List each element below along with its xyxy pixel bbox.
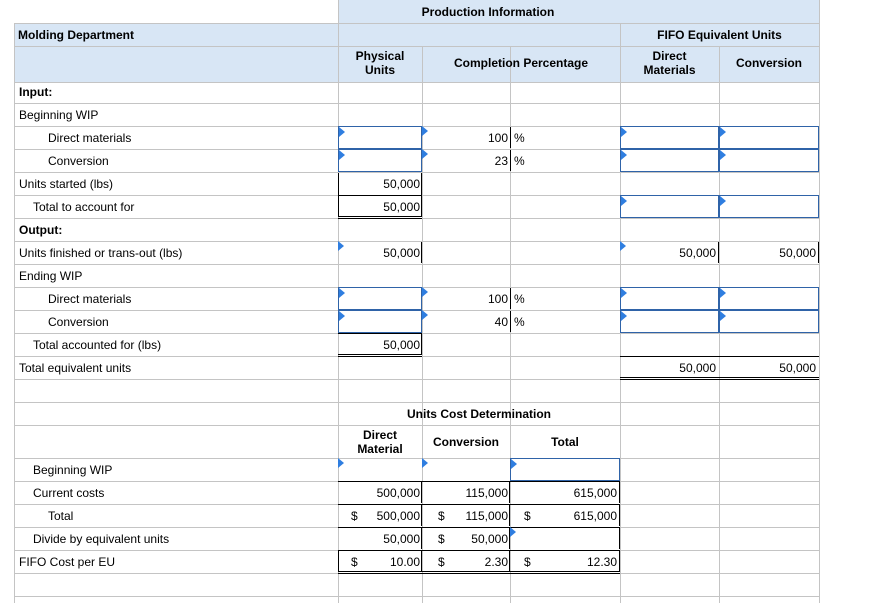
input-label: Input:: [19, 85, 53, 99]
bwip-conv-eu-dm-input[interactable]: [620, 149, 719, 172]
cc-total-value: 615,000: [573, 486, 617, 500]
ewip-conv-pct-value: 40: [494, 315, 508, 329]
div-conv-value: 50,000: [471, 532, 508, 546]
department-title: Molding Department: [18, 28, 134, 42]
div-dm-value: 50,000: [383, 532, 420, 546]
bwip-dm-physical-input[interactable]: [338, 126, 422, 149]
bwip-dm-eu-dm-input[interactable]: [620, 126, 719, 149]
cost-bwip-conv-input[interactable]: [422, 458, 510, 481]
fifo-eu-title: FIFO Equivalent Units: [657, 28, 782, 42]
ewip-dm-physical-input[interactable]: [338, 287, 422, 310]
units-finished-pct-marker[interactable]: [338, 241, 348, 253]
ewip-conv-eu-dm-input[interactable]: [620, 310, 719, 333]
tot-dm-value: 500,000: [376, 509, 420, 523]
cost-bwip-total-input[interactable]: [510, 458, 620, 481]
cpe-total-value: 12.30: [586, 555, 617, 569]
ewip-conv-physical-input[interactable]: [338, 310, 422, 333]
cpe-dm-value: 10.00: [389, 555, 420, 569]
cpe-conv-value: 2.30: [484, 555, 508, 569]
cpe-dm-dollar: $: [351, 555, 358, 569]
total-eu-label: Total equivalent units: [19, 361, 132, 375]
ewip-dm-pct-value: 100: [487, 292, 508, 306]
cost-bwip-label: Beginning WIP: [33, 463, 113, 477]
ewip-conv-label: Conversion: [48, 315, 109, 329]
bwip-conv-pct-value: 23: [494, 154, 508, 168]
ending-wip-label: Ending WIP: [19, 269, 83, 283]
tot-conv-value: 115,000: [465, 509, 508, 523]
unit-cost-title: Units Cost Determination: [406, 407, 551, 421]
cc-dm-value: 500,000: [376, 486, 420, 500]
bwip-conv-label: Conversion: [48, 154, 109, 168]
total-eu-conv-value: 50,000: [779, 361, 816, 375]
units-started-value: 50,000: [383, 177, 420, 191]
beginning-wip-label: Beginning WIP: [19, 108, 99, 122]
tot-conv-dollar: $: [438, 509, 445, 523]
total-to-account-label: Total to account for: [33, 200, 135, 214]
bwip-dm-pct-sign: %: [514, 131, 525, 145]
physical-units-header: Physical Units: [355, 49, 405, 77]
total-eu-dm-value: 50,000: [679, 361, 716, 375]
cpe-conv-dollar: $: [438, 555, 445, 569]
total-to-account-value: 50,000: [383, 200, 420, 214]
ewip-dm-label: Direct materials: [48, 292, 132, 306]
conversion-header: Conversion: [735, 56, 802, 70]
ewip-conv-eu-conv-input[interactable]: [719, 310, 819, 333]
cost-divide-label: Divide by equivalent units: [33, 532, 170, 546]
cost-bwip-dm-input[interactable]: [338, 458, 422, 481]
bwip-dm-eu-conv-input[interactable]: [719, 126, 819, 149]
bwip-dm-label: Direct materials: [48, 131, 132, 145]
direct-materials-header: Direct Materials: [643, 49, 696, 77]
div-total-marker[interactable]: [510, 527, 520, 539]
cc-conv-value: 115,000: [465, 486, 508, 500]
cost-conv-header: Conversion: [432, 435, 499, 449]
units-finished-label: Units finished or trans-out (lbs): [19, 246, 183, 260]
bwip-dm-pct-value: 100: [487, 131, 508, 145]
cost-current-label: Current costs: [33, 486, 105, 500]
cpe-total-dollar: $: [524, 555, 531, 569]
production-info-title: Production Information: [421, 5, 555, 19]
total-to-account-eu-dm-input[interactable]: [620, 195, 719, 218]
ewip-dm-eu-dm-input[interactable]: [620, 287, 719, 310]
cost-total-label: Total: [48, 509, 74, 523]
total-accounted-value: 50,000: [383, 338, 420, 352]
tot-total-value: 615,000: [573, 509, 617, 523]
bwip-conv-eu-conv-input[interactable]: [719, 149, 819, 172]
ewip-dm-pct-sign: %: [514, 292, 525, 306]
div-conv-dollar: $: [438, 532, 445, 546]
total-to-account-eu-conv-input[interactable]: [719, 195, 819, 218]
cost-total-header: Total: [551, 435, 579, 449]
units-started-label: Units started (lbs): [19, 177, 114, 191]
total-accounted-label: Total accounted for (lbs): [33, 338, 162, 352]
units-finished-dm-marker[interactable]: [620, 241, 630, 253]
units-finished-physical: 50,000: [383, 246, 420, 260]
ewip-dm-eu-conv-input[interactable]: [719, 287, 819, 310]
cost-dm-header: Direct Material: [357, 428, 403, 456]
completion-pct-header: Completion Percentage: [453, 56, 589, 70]
ewip-conv-pct-sign: %: [514, 315, 525, 329]
bwip-conv-physical-input[interactable]: [338, 149, 422, 172]
cost-fifo-label: FIFO Cost per EU: [19, 555, 116, 569]
bwip-conv-pct-sign: %: [514, 154, 525, 168]
output-label: Output:: [19, 223, 63, 237]
units-finished-eu-dm: 50,000: [679, 246, 716, 260]
tot-total-dollar: $: [524, 509, 531, 523]
tot-dm-dollar: $: [351, 509, 358, 523]
units-finished-eu-conv: 50,000: [779, 246, 816, 260]
